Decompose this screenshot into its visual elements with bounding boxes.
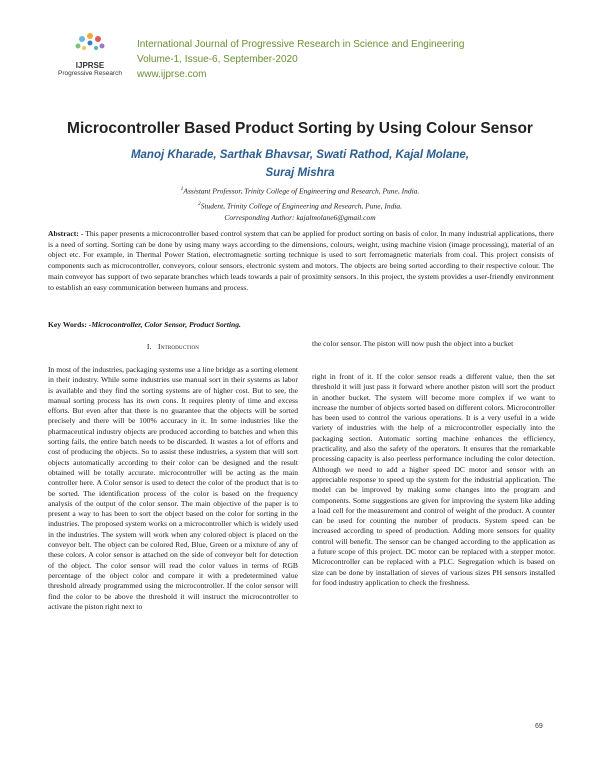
section-title: Introduction: [158, 342, 200, 351]
journal-website[interactable]: www.ijprse.com: [137, 69, 207, 80]
abstract-label: Abstract:: [48, 229, 79, 238]
introduction-right-column-top: the color sensor. The piston will now push the object into a bucket: [312, 339, 514, 348]
corresponding-author: Corresponding Author: kajalmolane6@gmail.com: [224, 213, 376, 222]
introduction-right-column: right in front of it. If the color sensor reads a different value, then the set threshold it will just pass it forward where another piston will sort the product in another bucket. The system will become more complex if we want to increase the number of objects sorted based on different colors. Microcontroller has been used to control the various operations. It is a very useful in a wide variety of industries with the help of a microcontroller especially into the packaging section. Automatic sorting machine enhances the efficiency, practicality, and also the safety of the operators. It ensures that the remarkable processing capacity is also peerless performance including the color detection. Although we need to add a higher speed DC motor and sensor with an appreciable response to speed up the system for the industrial application. The model can be improved by making some changes into the program and components. Some suggestions are given for improving the system like adding a load cell for the measurement and control of weight of the product. A counter can be used for counting the number of products. System speed can be increased according to speed of production. Adding more sensors for quality control will benefit. The sensor can be changed according to the application as a future scope of this project. DC motor can be replaced with a stepper motor. Microcontroller can be replaced with a PLC. Segregation which is based on size can be done by installation of sieves of various sizes PH sensors installed for food industry application to check the freshness.: [312, 372, 555, 587]
logo-tagline: Progressive Research: [58, 69, 122, 77]
logo-name: IJPRSE: [75, 61, 105, 70]
journal-volume: Volume-1, Issue-6, September-2020: [137, 54, 298, 65]
paper-title: Microcontroller Based Product Sorting by Using Colour Sensor: [67, 120, 533, 137]
authors-line-2: Suraj Mishra: [265, 167, 335, 179]
author-list: [0, 146, 600, 182]
introduction-left-column: In most of the industries, packaging systems use a line bridge as a sorting element in their industry. While some industries use manual sort in their systems as labor is available and they find the sorting systems are of higher cost. But to see, the manual sorting process has its own cons. It requires plenty of time and excess efforts. But even after that there is no guarantee that the objects will be sorted precisely and there will be 100% accuracy in it. In some industries like the pharmaceutical industry objects are produced according to batches and when this sorting fails, the entire batch needs to be discarded. It wastes a lot of efforts and cost of producing the objects. So to assist these industries, a system that will sort objects automatically according to their color can be designed and the result obtained will be totally accurate. microcontroller will be acting as the main controller here. A Color sensor is used to detect the color of the product that is to be sorted. The identification process of the color is based on the frequency analysis of the output of the color sensor. The main objective of the paper is to present a way to has been to sort the object based on the color for sorting in the industries. The proposed system works on a microcontroller which is widely used in the industries. The system will work when any colored object is placed on the conveyor belt. The object can be colored Red, Blue, Green or a mixture of any of these colors. A color sensor is attached on the side of conveyor belt for detection of the object. The color sensor will read the color values in terms of RGB percentage of the object color and compare it with a predetermined value threshold already programmed using the microcontroller. If the color sensor will find the color to be above the threshold it will instruct the microcontroller to activate the piston right next to: [48, 365, 298, 611]
affiliation-1: $^1$Assistant Professor, Trinity College of Engineering and Research, Pune, India.: [180, 186, 420, 196]
journal-header: [137, 37, 464, 82]
abstract-text: - This paper presents a microcontroller based control system that can be applied for product sorting on basis of color. In many industrial applications, there is a need of sorting. Sorting can be done by using many ways according to the dimensions, colours, weight, using machine vision (image processing), material of an object etc. For example, in Thermal Power Station, electromagnetic sorting technique is used to sort ferromagnetic materials from coal. This project consists of components such as microcontroller, conveyors, colour sensors, electronic system and motors. The objects are being sorted according to their respective colour. The main conveyor has support of two separate branches which leads towards a pair of proximity sensors. In this project, the system provides a user-friendly environment to establish an easy communication between humans and process.: [48, 229, 554, 292]
affiliations: [0, 183, 600, 224]
journal-name: International Journal of Progressive Research in Science and Engineering: [137, 39, 465, 50]
abstract: [48, 229, 554, 293]
section-heading-introduction: [48, 342, 298, 351]
affiliation-2: $^2$Student, Trinity College of Engineering and Research, Pune, India.: [197, 200, 403, 210]
keywords: [48, 320, 241, 329]
page-number: 69: [535, 723, 543, 730]
logo-text: [58, 62, 122, 77]
keywords-text: -Microcontroller, Color Sensor, Product Sorting.: [86, 320, 241, 329]
authors-line-1: Manoj Kharade, Sarthak Bhavsar, Swati Rathod, Kajal Molane,: [130, 149, 470, 161]
section-number: I.: [146, 342, 152, 351]
keywords-label: Key Words:: [48, 320, 87, 329]
